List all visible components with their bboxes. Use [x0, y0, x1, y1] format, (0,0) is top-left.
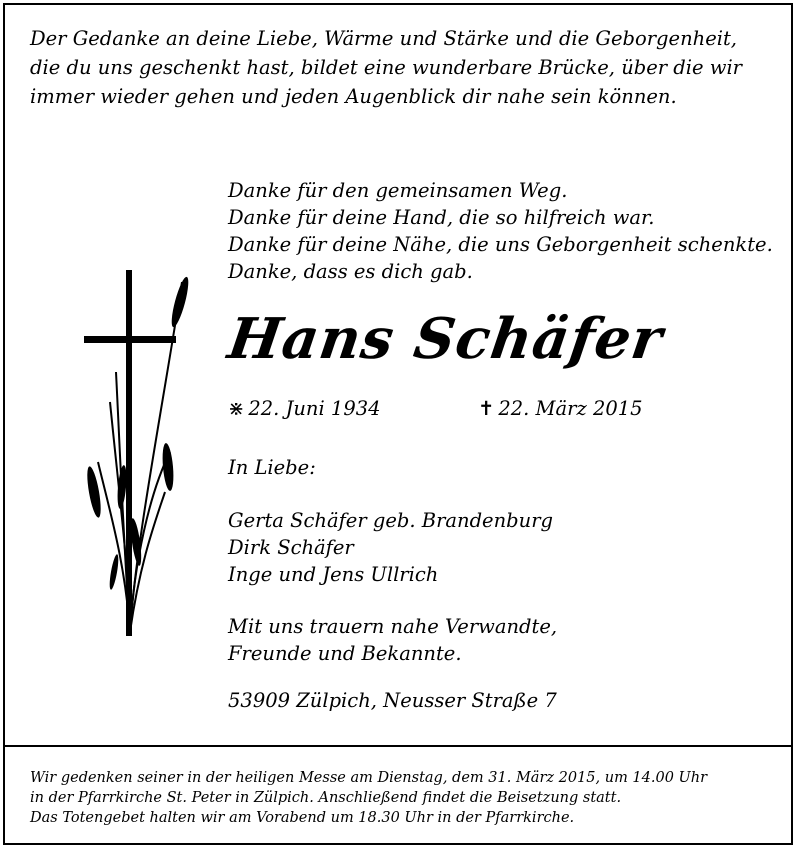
in-love-label: In Liebe: — [228, 456, 316, 479]
deceased-name: Hans Schäfer — [224, 306, 667, 372]
life-dates — [228, 397, 748, 427]
poem-line: Danke für deine Hand, die so hilfreich war. — [228, 206, 655, 229]
family-member: Gerta Schäfer geb. Brandenburg — [228, 509, 554, 532]
poem — [228, 177, 788, 285]
birth-date-text: 22. Juni 1934 — [248, 397, 381, 420]
footer-text — [30, 768, 790, 828]
footer-line: in der Pfarrkirche St. Peter in Zülpich. Anschließend findet die Beisetzung statt. — [30, 790, 622, 806]
footer-line: Wir gedenken seiner in der heiligen Messe am Dienstag, dem 31. März 2015, um 14.00 Uhr — [30, 770, 708, 786]
birth-date — [228, 397, 381, 420]
cross-with-wheat-icon — [70, 262, 200, 642]
birth-symbol-icon: ⋇ — [228, 397, 245, 420]
death-cross-icon: ✝ — [478, 397, 495, 420]
mourners-line: Mit uns trauern nahe Verwandte, — [228, 615, 558, 638]
family-member: Dirk Schäfer — [228, 536, 354, 559]
poem-line: Danke für den gemeinsamen Weg. — [228, 179, 568, 202]
death-date-text: 22. März 2015 — [498, 397, 643, 420]
footer-line: Das Totengebet halten wir am Vorabend um 18.30 Uhr in der Pfarrkirche. — [30, 810, 575, 826]
intro-text: Der Gedanke an deine Liebe, Wärme und Stärke und die Geborgenheit, die du uns geschenkt hast, bildet eine wunderbare Brücke, über die wir immer wieder gehen und jeden Augenblick dir nahe sein können. — [30, 27, 743, 108]
poem-line: Danke für deine Nähe, die uns Geborgenheit schenkte. — [228, 233, 773, 256]
footer-divider — [3, 745, 793, 747]
death-date — [478, 397, 643, 420]
family-list — [228, 507, 553, 588]
family-member: Inge und Jens Ullrich — [228, 563, 439, 586]
mourners-text — [228, 613, 557, 667]
poem-line: Danke, dass es dich gab. — [228, 260, 473, 283]
mourners-line: Freunde und Bekannte. — [228, 642, 462, 665]
address: 53909 Zülpich, Neusser Straße 7 — [228, 689, 557, 712]
